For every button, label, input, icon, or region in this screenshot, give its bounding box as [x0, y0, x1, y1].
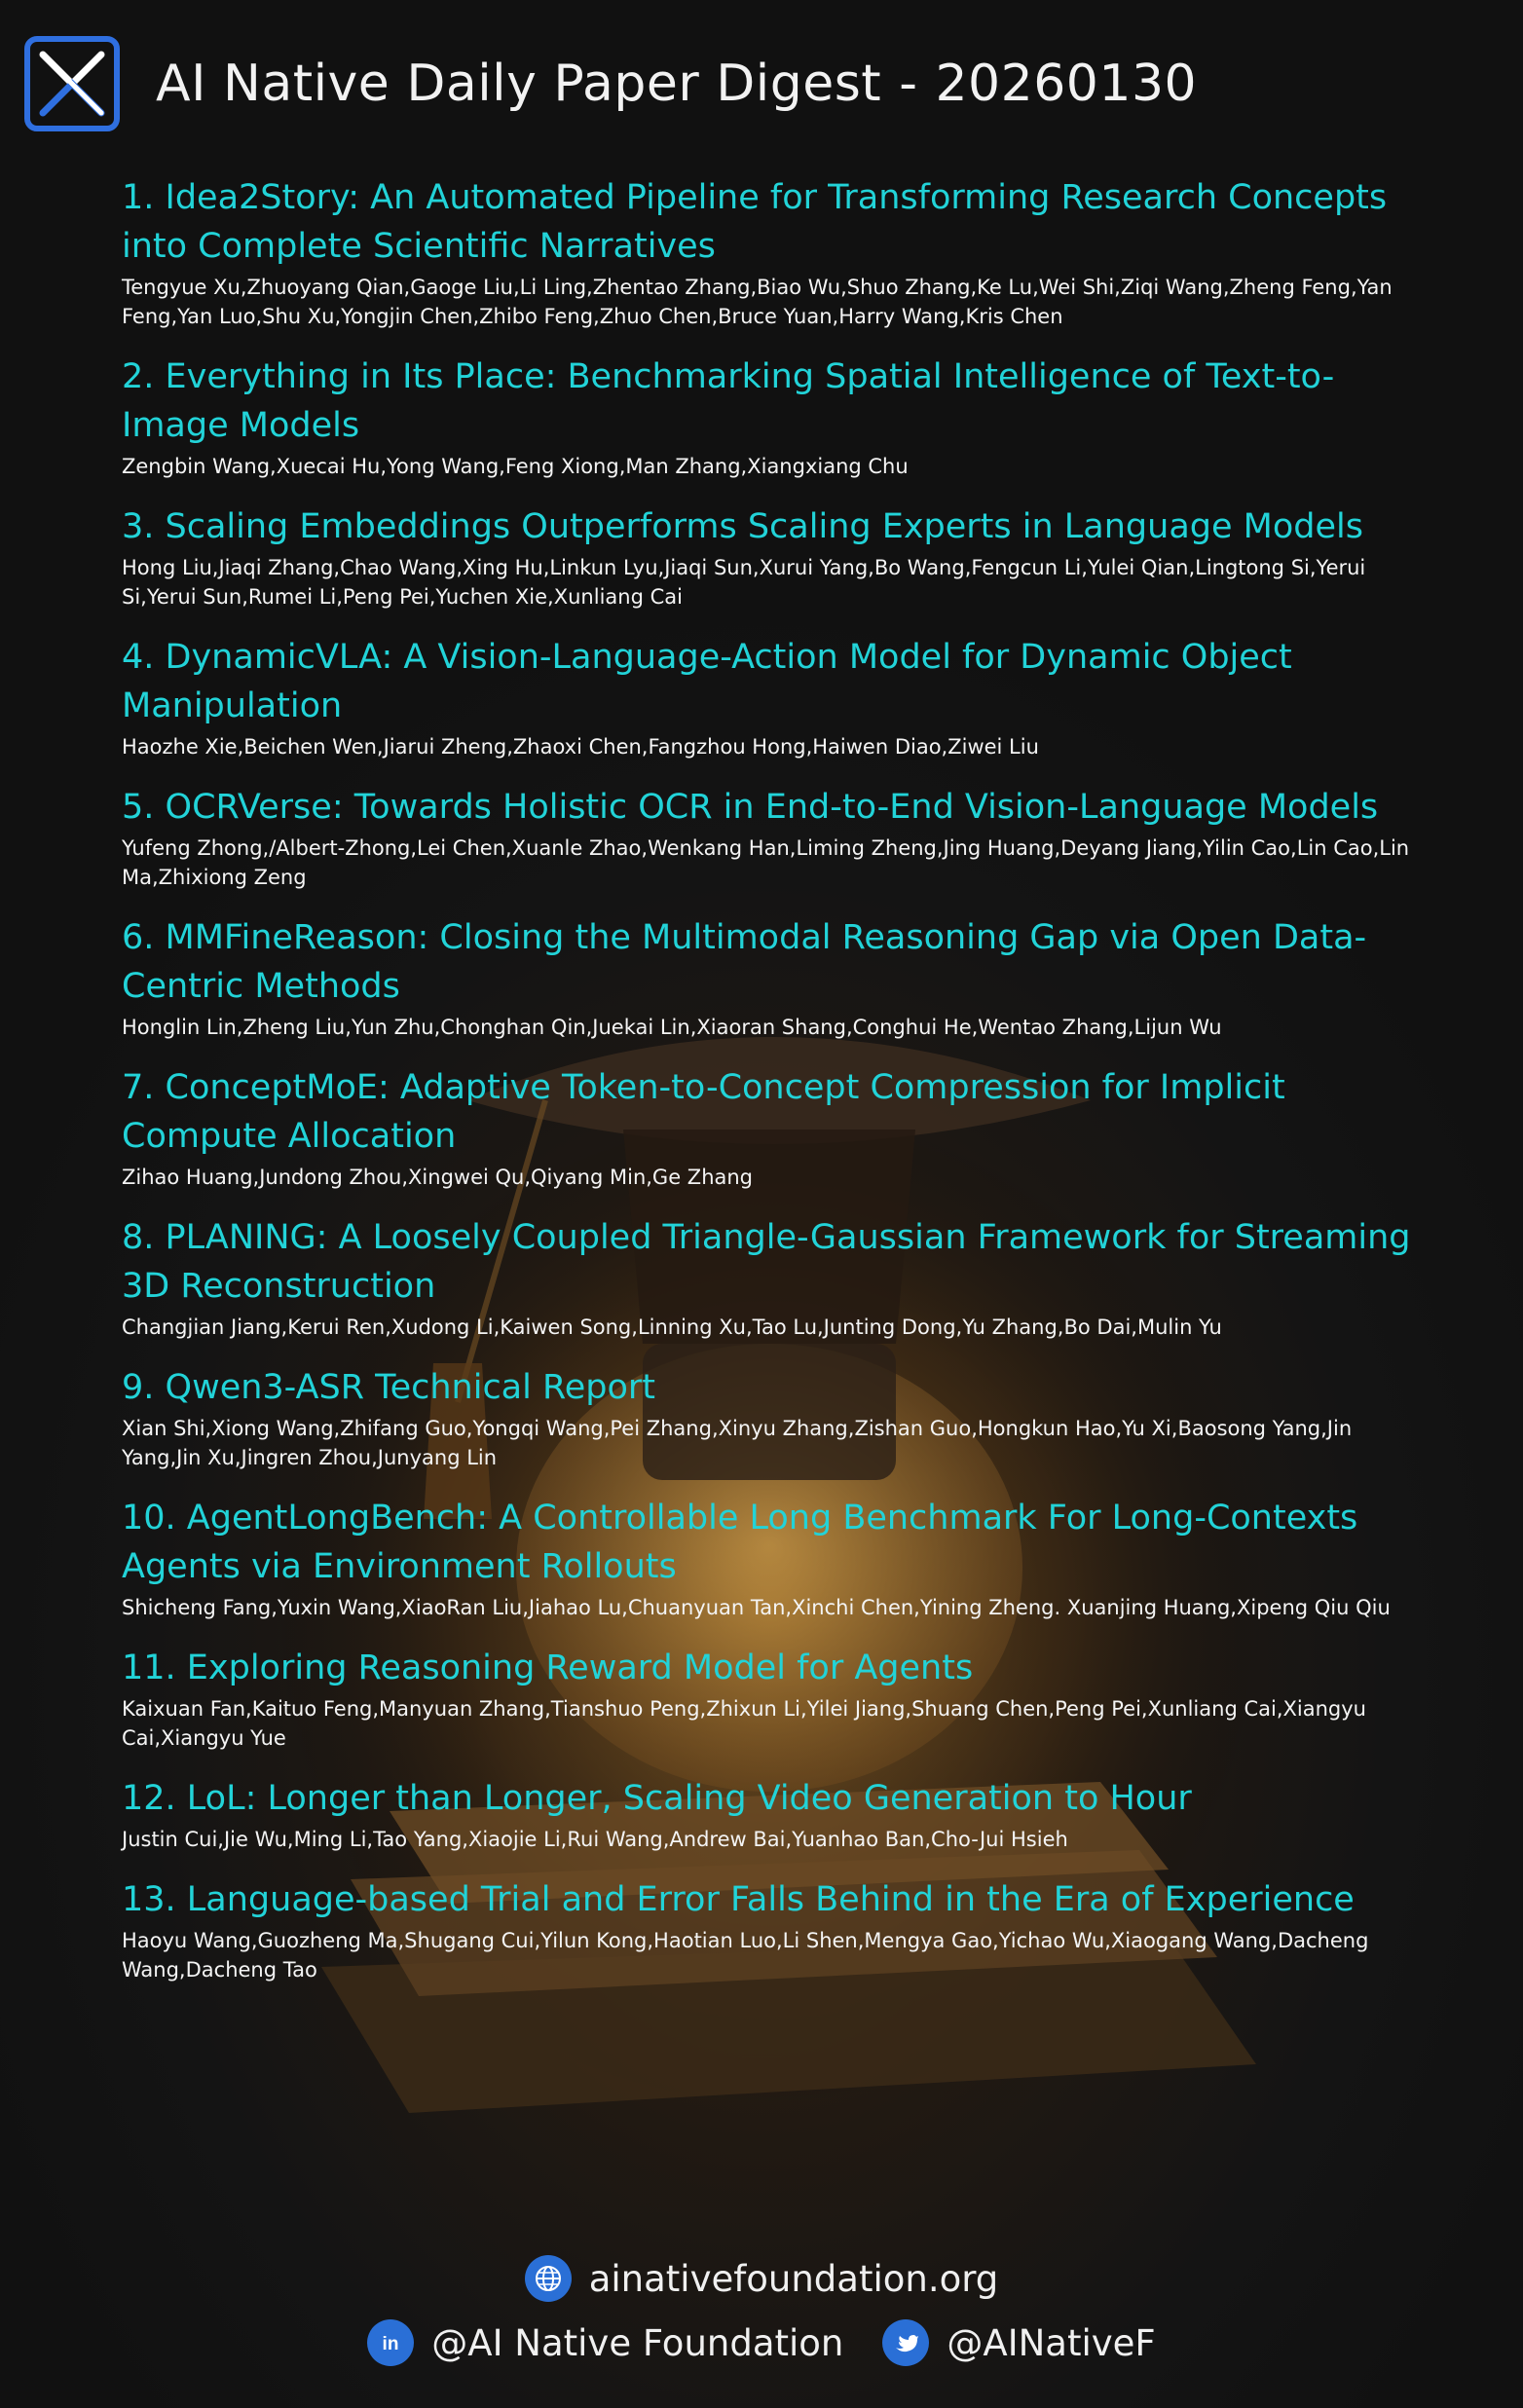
paper-item: [122, 1875, 1431, 1984]
paper-title[interactable]: 13. Language-based Trial and Error Falls Behind in the Era of Experience: [122, 1880, 1355, 1919]
paper-authors: Tengyue Xu,Zhuoyang Qian,Gaoge Liu,Li Ling,Zhentao Zhang,Biao Wu,Shuo Zhang,Ke Lu,Wei Shi,Ziqi Wang,Zheng Feng,Yan Feng,Yan Luo,Shu Xu,Yongjin Chen,Zhibo Feng,Zhuo Chen,Bruce Yuan,Harry Wang,Kris Chen: [122, 276, 1393, 328]
paper-authors: Changjian Jiang,Kerui Ren,Xudong Li,Kaiwen Song,Linning Xu,Tao Lu,Junting Dong,Yu Zhang,Bo Dai,Mulin Yu: [122, 1315, 1222, 1339]
paper-item: [122, 1644, 1431, 1753]
paper-authors: Kaixuan Fan,Kaituo Feng,Manyuan Zhang,Tianshuo Peng,Zhixun Li,Yilei Jiang,Shuang Chen,Peng Pei,Xunliang Cai,Xiangyu Cai,Xiangyu Yue: [122, 1697, 1366, 1750]
paper-item: [122, 1063, 1431, 1192]
paper-item: [122, 1494, 1431, 1622]
paper-title[interactable]: 2. Everything in Its Place: Benchmarking Spatial Intelligence of Text-to-Image Models: [122, 357, 1335, 445]
linkedin-icon: [367, 2319, 414, 2366]
paper-title[interactable]: 4. DynamicVLA: A Vision-Language-Action Model for Dynamic Object Manipulation: [122, 638, 1292, 725]
paper-item: [122, 1774, 1431, 1854]
paper-title[interactable]: 12. LoL: Longer than Longer, Scaling Video Generation to Hour: [122, 1779, 1192, 1818]
header: [23, 35, 1197, 132]
footer: [0, 2249, 1523, 2372]
paper-authors: Zihao Huang,Jundong Zhou,Xingwei Qu,Qiyang Min,Ge Zhang: [122, 1166, 754, 1189]
paper-title[interactable]: 6. MMFineReason: Closing the Multimodal Reasoning Gap via Open Data-Centric Methods: [122, 918, 1367, 1006]
paper-title[interactable]: 7. ConceptMoE: Adaptive Token-to-Concept Compression for Implicit Compute Allocation: [122, 1068, 1285, 1156]
logo-icon: [23, 35, 121, 132]
website-link[interactable]: ainativefoundation.org: [588, 2257, 999, 2300]
paper-title[interactable]: 1. Idea2Story: An Automated Pipeline for Transforming Research Concepts into Complete Scientific Narratives: [122, 178, 1388, 266]
globe-icon: [525, 2255, 572, 2302]
title-date: 20260130: [935, 55, 1198, 113]
paper-authors: Justin Cui,Jie Wu,Ming Li,Tao Yang,Xiaojie Li,Rui Wang,Andrew Bai,Yuanhao Ban,Cho-Jui Hsieh: [122, 1828, 1068, 1851]
twitter-icon: [882, 2319, 929, 2366]
paper-title[interactable]: 11. Exploring Reasoning Reward Model for Agents: [122, 1649, 974, 1687]
paper-item: [122, 502, 1431, 611]
paper-item: [122, 913, 1431, 1042]
twitter-handle[interactable]: @AINativeF: [947, 2321, 1156, 2364]
paper-title[interactable]: 8. PLANING: A Loosely Coupled Triangle-Gaussian Framework for Streaming 3D Reconstruction: [122, 1218, 1411, 1306]
paper-authors: Hong Liu,Jiaqi Zhang,Chao Wang,Xing Hu,Linkun Lyu,Jiaqi Sun,Xurui Yang,Bo Wang,Fengcun Li,Yulei Qian,Lingtong Si,Yerui Si,Yerui Sun,Rumei Li,Peng Pei,Yuchen Xie,Xunliang Cai: [122, 556, 1366, 609]
paper-item: [122, 633, 1431, 761]
paper-title[interactable]: 10. AgentLongBench: A Controllable Long Benchmark For Long-Contexts Agents via Environment Rollouts: [122, 1499, 1358, 1586]
paper-item: [122, 1363, 1431, 1472]
page-title: [156, 55, 1197, 113]
paper-authors: Zengbin Wang,Xuecai Hu,Yong Wang,Feng Xiong,Man Zhang,Xiangxiang Chu: [122, 455, 909, 478]
paper-item: [122, 352, 1431, 481]
paper-title[interactable]: 5. OCRVerse: Towards Holistic OCR in End-to-End Vision-Language Models: [122, 788, 1379, 827]
linkedin-handle[interactable]: @AI Native Foundation: [431, 2321, 844, 2364]
paper-item: [122, 783, 1431, 892]
paper-item: [122, 173, 1431, 331]
website-row: [0, 2249, 1523, 2308]
svg-text:in: in: [382, 2334, 399, 2354]
title-text: AI Native Daily Paper Digest: [156, 55, 882, 113]
paper-title[interactable]: 9. Qwen3-ASR Technical Report: [122, 1368, 656, 1407]
paper-item: [122, 1213, 1431, 1342]
paper-authors: Shicheng Fang,Yuxin Wang,XiaoRan Liu,Jiahao Lu,Chuanyuan Tan,Xinchi Chen,Yining Zheng. Xuanjing Huang,Xipeng Qiu Qiu: [122, 1596, 1391, 1619]
paper-authors: Yufeng Zhong,/Albert-Zhong,Lei Chen,Xuanle Zhao,Wenkang Han,Liming Zheng,Jing Huang,Deyang Jiang,Yilin Cao,Lin Cao,Lin Ma,Zhixiong Zeng: [122, 836, 1410, 889]
paper-authors: Xian Shi,Xiong Wang,Zhifang Guo,Yongqi Wang,Pei Zhang,Xinyu Zhang,Zishan Guo,Hongkun Hao,Yu Xi,Baosong Yang,Jin Yang,Jin Xu,Jingren Zhou,Junyang Lin: [122, 1417, 1353, 1469]
paper-list: [122, 173, 1431, 2006]
paper-authors: Honglin Lin,Zheng Liu,Yun Zhu,Chonghan Qin,Juekai Lin,Xiaoran Shang,Conghui He,Wentao Zhang,Lijun Wu: [122, 1016, 1222, 1039]
paper-title[interactable]: 3. Scaling Embeddings Outperforms Scaling Experts in Language Models: [122, 507, 1363, 546]
social-row: [0, 2314, 1523, 2372]
title-separator: -: [899, 55, 918, 113]
paper-authors: Haoyu Wang,Guozheng Ma,Shugang Cui,Yilun Kong,Haotian Luo,Li Shen,Mengya Gao,Yichao Wu,Xiaogang Wang,Dacheng Wang,Dacheng Tao: [122, 1929, 1369, 1982]
paper-authors: Haozhe Xie,Beichen Wen,Jiarui Zheng,Zhaoxi Chen,Fangzhou Hong,Haiwen Diao,Ziwei Liu: [122, 735, 1039, 759]
